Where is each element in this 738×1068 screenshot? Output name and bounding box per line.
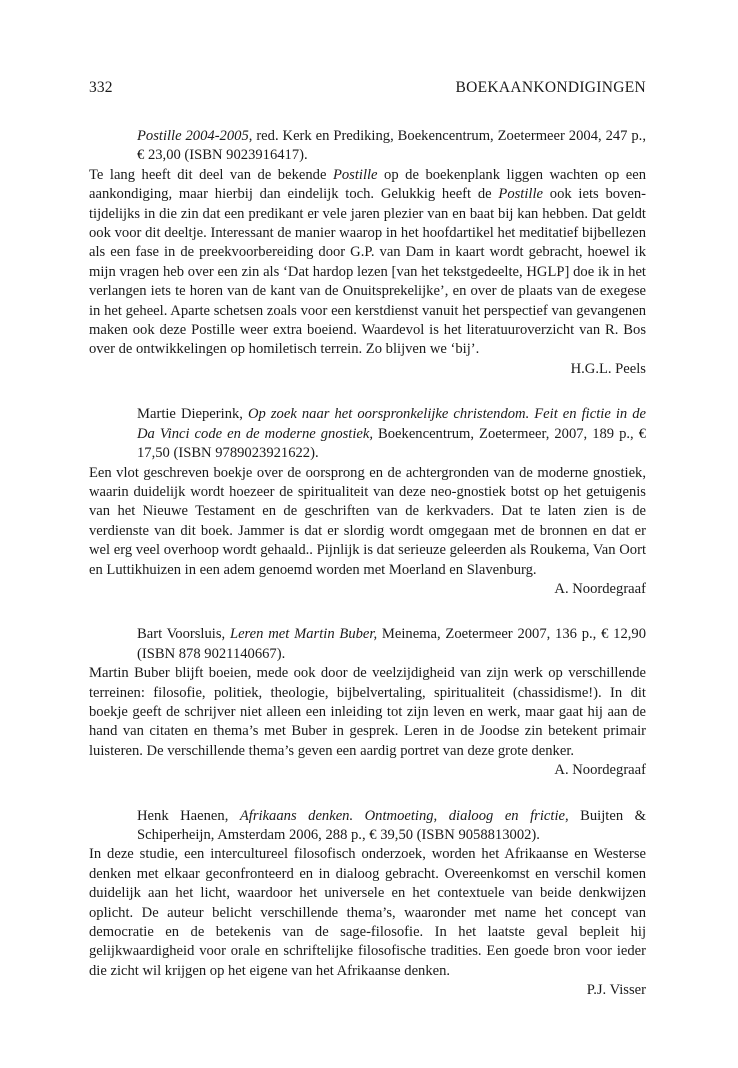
page-number: 332 (89, 79, 113, 96)
reviewer-name: A. Noordegraaf (554, 762, 646, 779)
citation-title: Postille 2004-2005 (137, 128, 249, 144)
citation-publication: , red. Kerk en Prediking, Boekencentrum, Zoetermeer 2004, 247 p., € 23,00 (ISBN 9023916417). (137, 128, 646, 164)
review-text (89, 845, 646, 981)
review-text (89, 166, 646, 360)
citation-title: Afrikaans denken. Ontmoeting, dialoog en frictie (239, 807, 565, 824)
review-entry (89, 807, 646, 1001)
reviewer-name: H.G.L. Peels (570, 360, 646, 377)
running-head (89, 78, 646, 98)
running-title: BOEKAANKONDIGINGEN (455, 79, 646, 96)
review-text (89, 464, 646, 580)
book-citation (89, 625, 646, 664)
citation-publication: Boekencentrum, Zoetermeer, 2007, 189 p., € 17,50 (ISBN 9789023921622). (137, 425, 646, 462)
citation-author: Bart Voorsluis, (137, 626, 230, 643)
review-text-run: ook iets boven-tijdelijks in die zin dat een predikant er vele jaren plezier van en baat bij kan hebben. Dat geldt ook voor dit deeltje. Interessant de manier waarop in het hoofdartikel het meditatief bijbellezen als een fase in de preekvoorbereiding door G.P. van Dam in kaart wordt gebracht, hoewel ik mijn vragen heb over een zin als ‘Dat hardop lezen [van het tekstgedeelte, HGLP] doe ik in het verlangen iets te horen van de kant van de Onuitsprekelijke’, en over de plaats van de exegese in het geheel. Aparte schetsen zoals voor een kerstdienst vanuit het perspectief van gevangenen maken ook deze Postille weer extra boeiend. Waardevol is het literatuuroverzicht van R. Bos over de ontwikkelingen op homiletisch terrein. Zo blijven we ‘bij’. (89, 186, 646, 358)
reviewer-name: A. Noordegraaf (554, 580, 646, 597)
citation-title: Op zoek naar het oorspronkelijke christendom. Feit en fictie in de Da Vinci code en de moderne gnostiek, (137, 406, 647, 442)
book-citation (89, 807, 646, 846)
review-entry (89, 127, 646, 379)
citation-publication: , Buijten & Schiperheijn, Amsterdam 2006, 288 p., € 39,50 (ISBN 9058813002). (137, 807, 646, 843)
book-citation (89, 405, 646, 463)
citation-author: Henk Haenen, (137, 807, 240, 824)
review-text-italic: Postille (498, 186, 543, 203)
citation-publication: Meinema, Zoetermeer 2007, 136 p., € 12,90 (ISBN 878 9021140667). (137, 626, 647, 662)
review-text-run: Een vlot geschreven boekje over de oorsprong en de achtergronden van de moderne gnostiek, waarin duidelijk wordt hoezeer de spiritualiteit van deze neo-gnostiek botst op het getuigenis van het Nieuwe Testament en de geschriften van de kerkvaders. Dat te laten zien is de verdienste van dit boek. Jammer is dat er slordig wordt omgegaan met de bronnen en dat er wel erg veel overhoop wordt gehaald.. Pijnlijk is dat serieuze geleerden als Roukema, Van Oort en Luttikhuizen in een adem genoemd worden met Moerland en Slavenburg. (89, 464, 646, 578)
citation-author: Martie Dieperink, (137, 406, 248, 423)
review-text-run: op de boekenplank liggen wachten op een aankondiging, maar hierbij dan eindelijk toch. Gelukkig heeft de (89, 166, 647, 203)
review-text (89, 664, 646, 761)
review-text-run: Te lang heeft dit deel van de bekende (89, 166, 333, 183)
citation-title: Leren met Martin Buber, (229, 626, 378, 643)
review-text-italic: Postille (332, 166, 378, 183)
reviews-list (89, 127, 646, 1001)
reviewer-name: P.J. Visser (586, 982, 646, 999)
review-text-run: Martin Buber blijft boeien, mede ook door de veelzijdigheid van zijn werk op verschillende terreinen: filosofie, politiek, theologie, bijbelvertaling, spiritualiteit (chassidisme!). In dit boekje geeft de schrijver niet alleen een inleiding tot zijn leven en werk, maar gaat hij aan de hand van citaten en thema’s met Buber in gesprek. Leren in de Joodse zin betekent primair luisteren. De verschillende thema’s geven een aardig portret van deze grote denker. (89, 665, 646, 759)
review-text-run: In deze studie, een intercultureel filosofisch onderzoek, worden het Afrikaanse en Westerse denken met elkaar geconfronteerd en in dialoog gebracht. Overeenkomst en verschil komen duidelijk aan het licht, waardoor het universele en het contextuele van beide denkwijzen oplicht. De auteur belicht verschillende thema’s, waaronder met name het concept van democratie en de betekenis van de sage-filosofie. In het laatste geval bepleit hij gelijkwaardigheid voor orale en schriftelijke filosofische tradities. Een goede bron voor ieder die zicht wil krijgen op het eigene van het Afrikaanse denken. (89, 846, 646, 979)
review-entry (89, 625, 646, 780)
book-citation (89, 127, 646, 166)
review-entry (89, 405, 646, 599)
